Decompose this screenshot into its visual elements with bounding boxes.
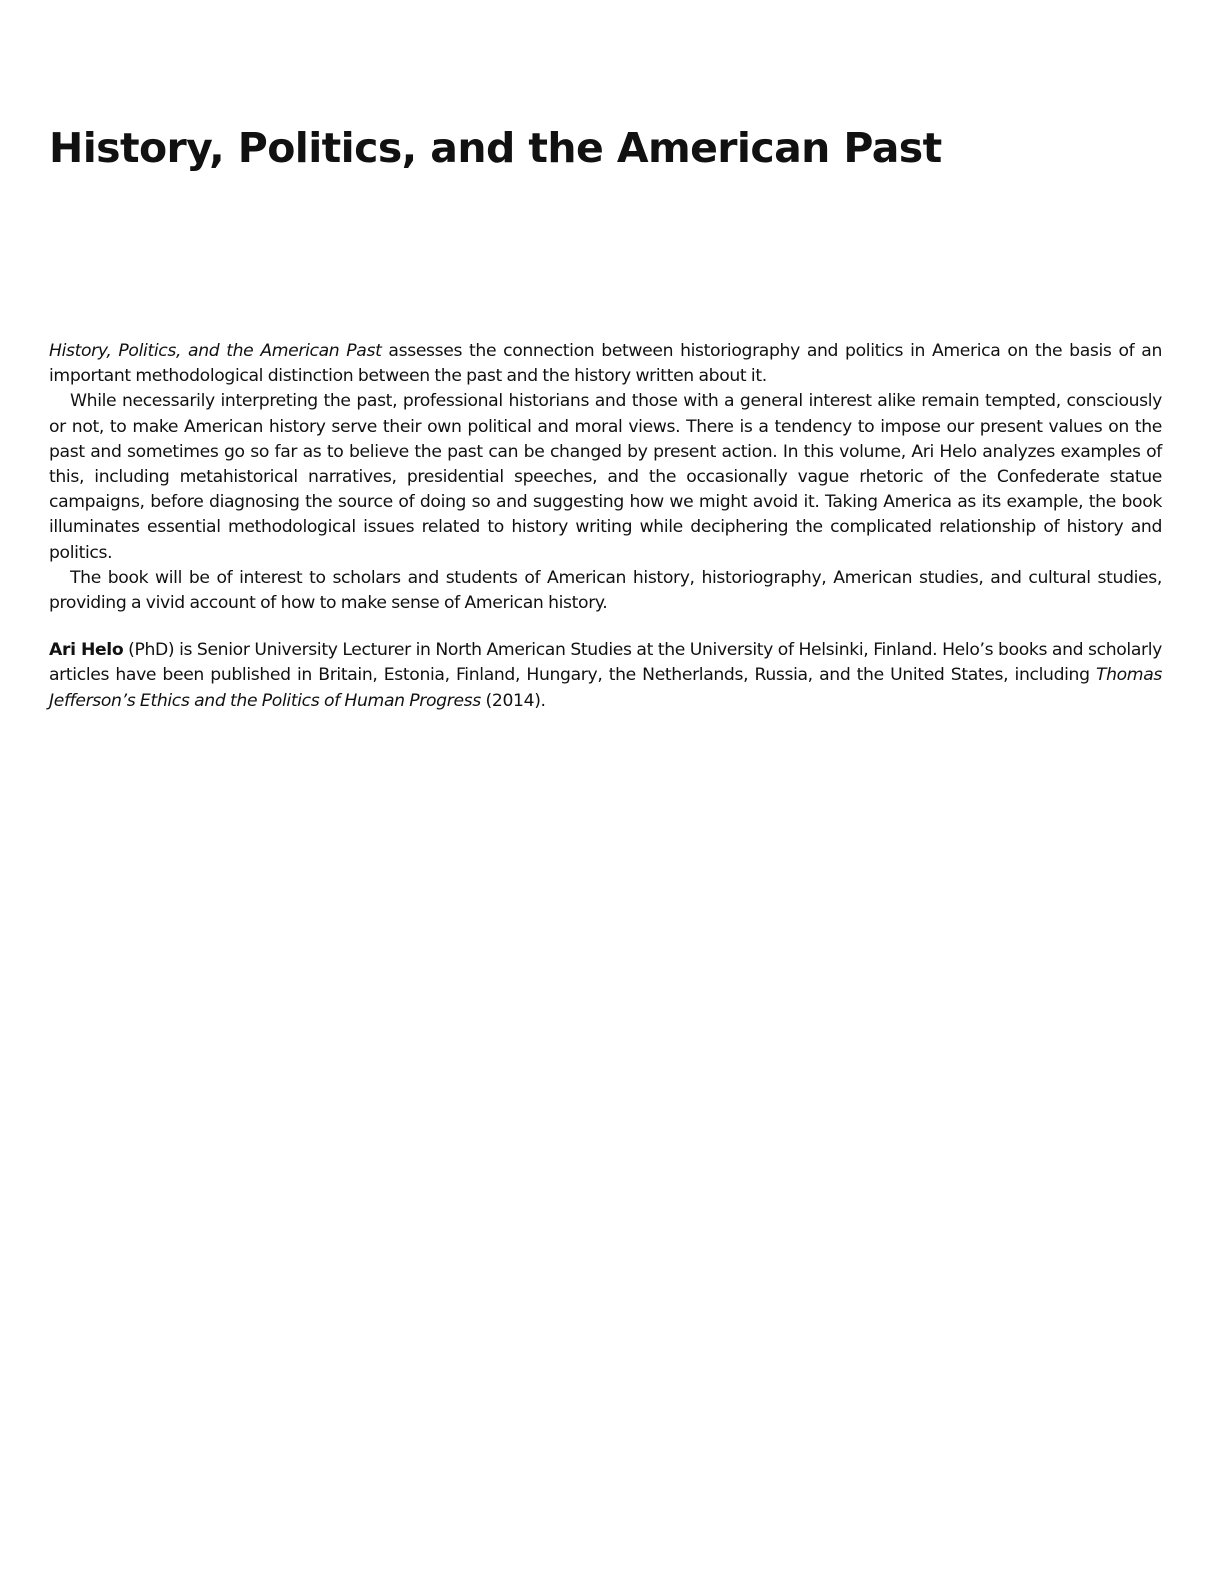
description-paragraph-1 — [49, 339, 1162, 389]
author-name: Ari Helo — [49, 640, 124, 661]
book-description — [49, 339, 1162, 714]
author-bio — [49, 638, 1162, 714]
book-title-italic: History, Politics, and the American Past — [49, 341, 382, 361]
description-paragraph-2: While necessarily interpreting the past, professional historians and those with a general interest alike remain tempted, consciously or not, to make American history serve their own political and moral views. There is a tendency to impose our present values on the past and sometimes go so far as to believe the past can be changed by present action. In this volume, Ari Helo analyzes examples of this, including metahistorical narratives, presidential speeches, and the occasionally vague rhetoric of the Confederate statue campaigns, before diagnosing the source of doing so and suggesting how we might avoid it. Taking America as its example, the book illuminates essential methodological issues related to history writing while deciphering the complicated relationship of history and politics. — [49, 391, 1162, 563]
description-paragraph-1-text: assesses the connection between historiography and politics in America on the basis of an important methodological distinction between the past and the history written about it. — [49, 341, 1162, 387]
description-paragraph-3: The book will be of interest to scholars and students of American history, historiography, American studies, and cultural studies, providing a vivid account of how to make sense of American history. — [49, 567, 1162, 614]
author-book-title: Thomas Jefferson’s Ethics and the Politics of Human Progress — [49, 665, 1162, 711]
author-bio-text-2: (2014). — [480, 690, 546, 711]
author-bio-text-1: (PhD) is Senior University Lecturer in North American Studies at the University of Helsinki, Finland. Helo’s books and scholarly articles have been published in Britain, Estonia, Finland, Hungary, the Netherlands, Russia, and the United States, including — [49, 640, 1162, 686]
page-title: History, Politics, and the American Past — [49, 124, 942, 172]
